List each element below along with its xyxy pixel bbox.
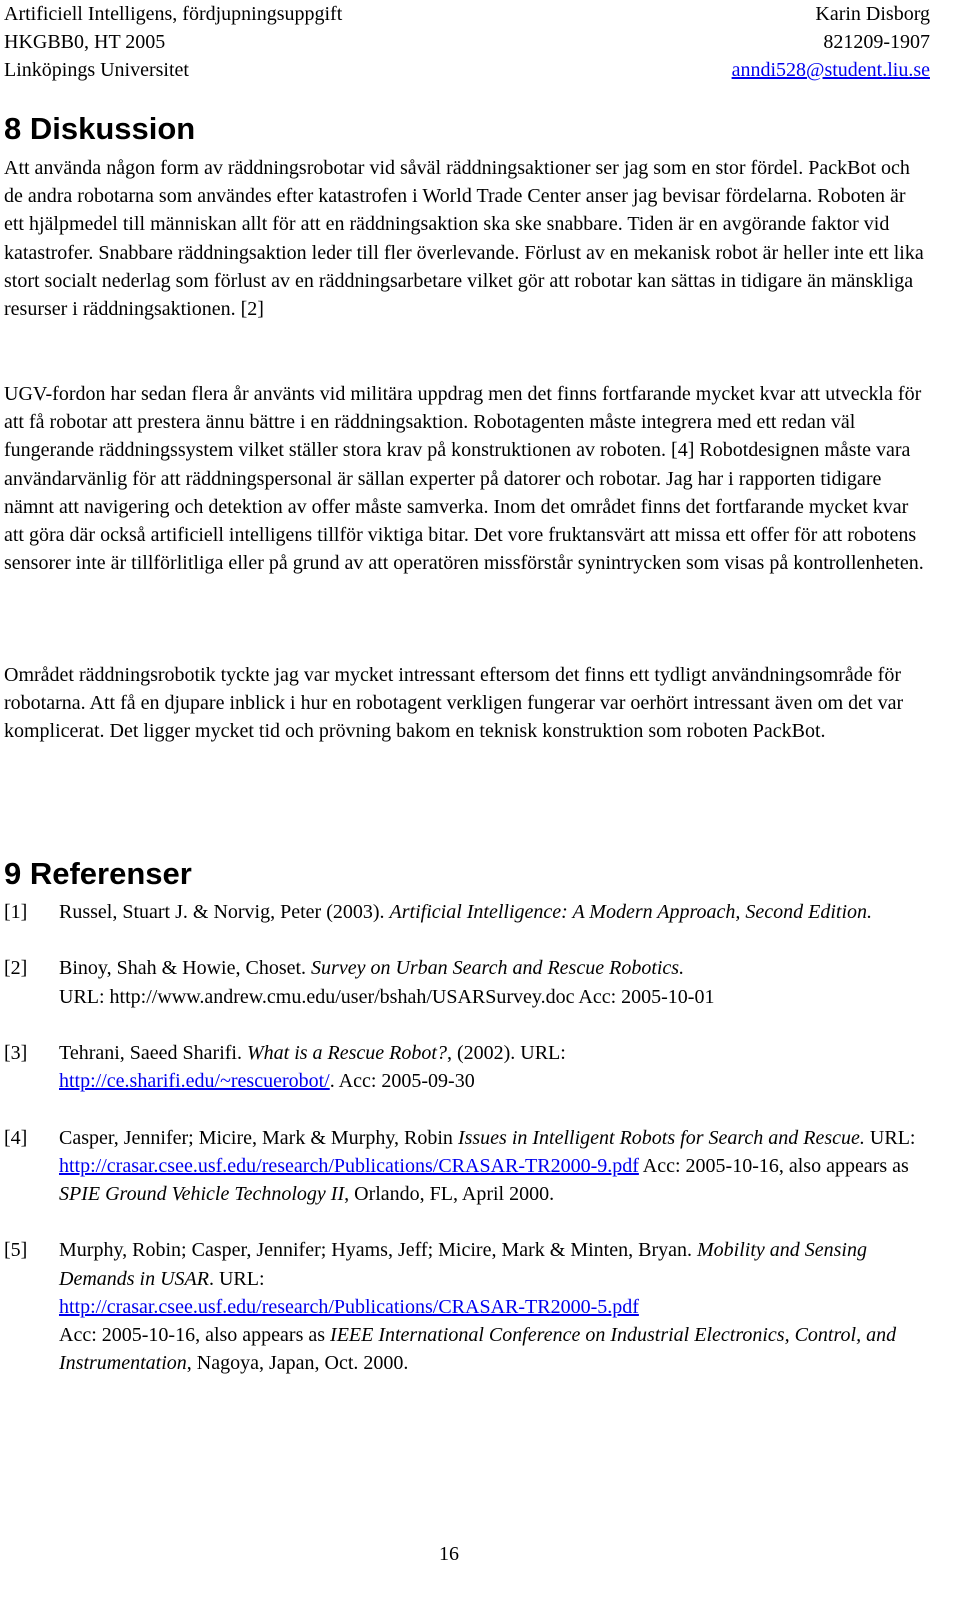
reference-title: What is a Rescue Robot? — [246, 1041, 447, 1064]
reference-link[interactable]: http://ce.sharifi.edu/~rescuerobot/ — [59, 1070, 330, 1093]
reference-number: [5] — [4, 1239, 28, 1262]
course-code: HKGBB0, HT 2005 — [4, 31, 166, 53]
reference-access: Acc: 2005-10-16, also appears as — [59, 1323, 331, 1346]
reference-text: , (2002). URL: — [446, 1041, 566, 1064]
reference-number: [3] — [4, 1041, 28, 1064]
author-name: Karin Disborg — [815, 3, 930, 25]
reference-authors: Binoy, Shah & Howie, Choset. — [59, 957, 312, 980]
reference-title: Artificial Intelligence: A Modern Approach, Second Edition. — [389, 901, 873, 923]
section-9-heading: 9 Referenser — [4, 856, 192, 891]
diskussion-paragraph-3: Området räddningsrobotik tyckte jag var mycket intressant eftersom det finns ett tydligt användningsområde för robotarna. Att få en djupare inblick i hur en robotagent verkligen fungerar var oerhört intressant även om det var komplicerat. Det ligger mycket tid och prövning bakom en teknisk konstruktion som roboten PackBot. — [4, 664, 904, 743]
reference-title: Mobility and Sensing Demands in USAR — [59, 1239, 867, 1290]
page-number: 16 — [439, 1543, 459, 1565]
reference-venue: SPIE Ground Vehicle Technology II — [59, 1182, 345, 1205]
reference-4 — [4, 1124, 930, 1209]
reference-5 — [4, 1236, 930, 1377]
page-header — [4, 0, 930, 92]
reference-2 — [4, 954, 930, 1010]
author-email-link[interactable]: anndi528@student.liu.se — [731, 59, 930, 81]
reference-authors: Casper, Jennifer; Micire, Mark & Murphy, Robin — [59, 1126, 458, 1149]
reference-location: , Orlando, FL, April 2000. — [344, 1182, 555, 1205]
reference-access: Acc: 2005-10-16, also appears as — [638, 1154, 909, 1177]
header-right — [732, 0, 930, 84]
reference-title: Issues in Intelligent Robots for Search and Rescue. — [457, 1126, 865, 1149]
reference-link[interactable]: http://crasar.csee.usf.edu/research/Publications/CRASAR-TR2000-5.pdf — [59, 1295, 639, 1318]
reference-number: [4] — [4, 1126, 28, 1149]
reference-list — [4, 898, 930, 1406]
reference-number: [2] — [4, 957, 28, 980]
reference-text: . URL: — [208, 1267, 265, 1290]
reference-authors: Tehrani, Saeed Sharifi. — [59, 1041, 247, 1064]
diskussion-paragraph-1: Att använda någon form av räddningsrobotar vid såväl räddningsaktioner ser jag som en stor fördel. PackBot och de andra robotarna som användes efter katastrofen i World Trade Center anser jag bevisar fördelarna. Roboten är ett hjälpmedel till människan allt för att en räddningsaktion ska ske snabbare. Tiden är en avgörande faktor vid katastrofer. Snabbare räddningsaktion leder till fler överlevande. Förlust av en mekanisk robot är heller inte ett lika stort socialt nederlag som förlust av en räddningsarbetare vilket gör att robotar kan sättas in tidigare än mänskliga resurser i räddningsaktionen. [2] — [4, 157, 924, 321]
section-8-heading: 8 Diskussion — [4, 111, 196, 146]
reference-authors: Murphy, Robin; Casper, Jennifer; Hyams, Jeff; Micire, Mark & Minten, Bryan. — [59, 1239, 697, 1262]
document-page — [4, 0, 930, 1565]
reference-number: [1] — [4, 901, 28, 923]
header-left — [4, 0, 342, 84]
reference-3 — [4, 1039, 930, 1095]
university: Linköpings Universitet — [4, 59, 189, 81]
reference-link[interactable]: http://crasar.csee.usf.edu/research/Publications/CRASAR-TR2000-9.pdf — [59, 1154, 639, 1177]
reference-1 — [4, 898, 930, 926]
author-id: 821209-1907 — [823, 31, 930, 53]
reference-text: URL: — [864, 1126, 916, 1149]
diskussion-paragraph-2: UGV-fordon har sedan flera år använts vid militära uppdrag men det finns fortfarande mycket kvar att utveckla för att få robotar att prestera ännu bättre i en räddningsaktion. Robotagenten måste integrera med ett redan väl fungerande räddningssystem vilket ställer stora krav på konstruktionen av roboten. [4] Robotdesignen måste vara användarvänlig för att räddningspersonal är sällan experter på datorer och robotar. Jag har i rapporten tidigare nämnt att navigering och detektion av offer måste samverka. Inom det området finns det fortfarande mycket kvar att göra där också artificiell intelligens tillför viktiga bitar. Det vore fruktansvärt att missa ett offer för att robotens sensorer inte är tillförlitliga eller på grund av att operatören missförstår synintrycken som visas på kontrollenheten. — [4, 383, 924, 575]
reference-url-text: URL: http://www.andrew.cmu.edu/user/bshah/USARSurvey.doc Acc: 2005-10-01 — [59, 985, 715, 1008]
reference-location: , Nagoya, Japan, Oct. 2000. — [186, 1352, 409, 1375]
reference-venue: IEEE International Conference on Industrial Electronics, Control, and Instrumentation — [59, 1323, 897, 1375]
reference-access: . Acc: 2005-09-30 — [329, 1070, 475, 1093]
course-title: Artificiell Intelligens, fördjupningsuppgift — [4, 3, 343, 25]
reference-title: Survey on Urban Search and Rescue Robotics. — [311, 957, 685, 980]
reference-authors: Russel, Stuart J. & Norvig, Peter (2003). — [59, 901, 390, 923]
